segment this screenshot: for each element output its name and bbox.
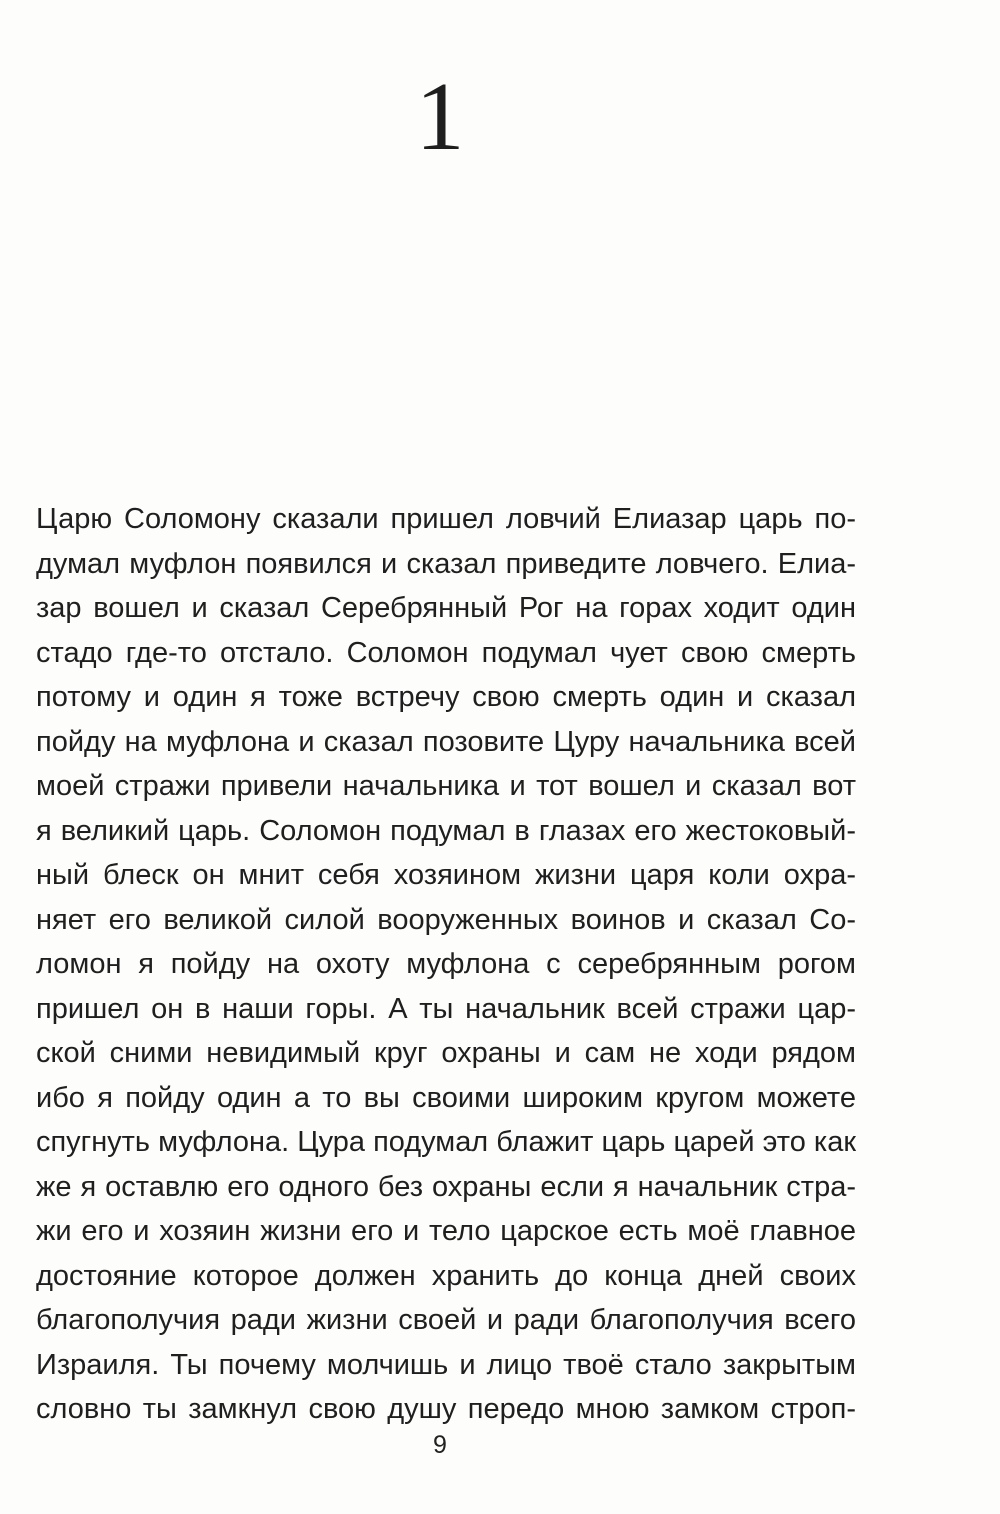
chapter-number: 1 — [415, 63, 465, 171]
text-line: благополучия ради жизни своей и ради благополучия всего — [36, 1304, 856, 1336]
text-line: зар вошел и сказал Серебрянный Рог на горах ходит один — [36, 592, 856, 624]
text-line: ный блеск он мнит себя хозяином жизни царя коли охра- — [36, 859, 856, 891]
text-line: моей стражи привели начальника и тот вошел и сказал вот — [36, 770, 856, 802]
text-line: стадо где-то отстало. Соломон подумал чует свою смерть — [36, 636, 856, 669]
text-line: потому и один я тоже встречу свою смерть один и сказал — [36, 681, 856, 713]
text-line: словно ты замкнул свою душу передо мною замком строп- — [36, 1393, 856, 1425]
text-line: Израиля. Ты почему молчишь и лицо твоё стало закрытым — [36, 1348, 856, 1381]
text-line: спугнуть муфлона. Цура подумал блажит царь царей это как — [36, 1126, 856, 1158]
text-line: ской сними невидимый круг охраны и сам не ходи рядом — [36, 1037, 856, 1069]
text-line: достояние которое должен хранить до конца дней своих — [36, 1259, 856, 1292]
text-line: жи его и хозяин жизни его и тело царское есть моё главное — [36, 1215, 856, 1247]
page-number: 9 — [433, 1431, 447, 1459]
text-line: няет его великой силой вооруженных воинов и сказал Со- — [36, 903, 856, 936]
text-line: ибо я пойду один а то вы своими широким кругом можете — [36, 1081, 856, 1114]
text-line: пойду на муфлона и сказал позовите Цуру начальника всей — [36, 725, 856, 758]
text-line: я великий царь. Соломон подумал в глазах его жестоковый- — [36, 814, 856, 847]
chapter-body-text — [36, 497, 856, 1432]
text-line: Царю Соломону сказали пришел ловчий Елиазар царь по- — [36, 503, 856, 535]
text-line: же я оставлю его одного без охраны если я начальник стра- — [36, 1170, 856, 1203]
text-line: пришел он в наши горы. А ты начальник всей стражи цар- — [36, 992, 856, 1025]
text-line: думал муфлон появился и сказал приведите ловчего. Елиа- — [36, 547, 856, 580]
text-line: ломон я пойду на охоту муфлона с серебрянным рогом — [36, 948, 856, 980]
